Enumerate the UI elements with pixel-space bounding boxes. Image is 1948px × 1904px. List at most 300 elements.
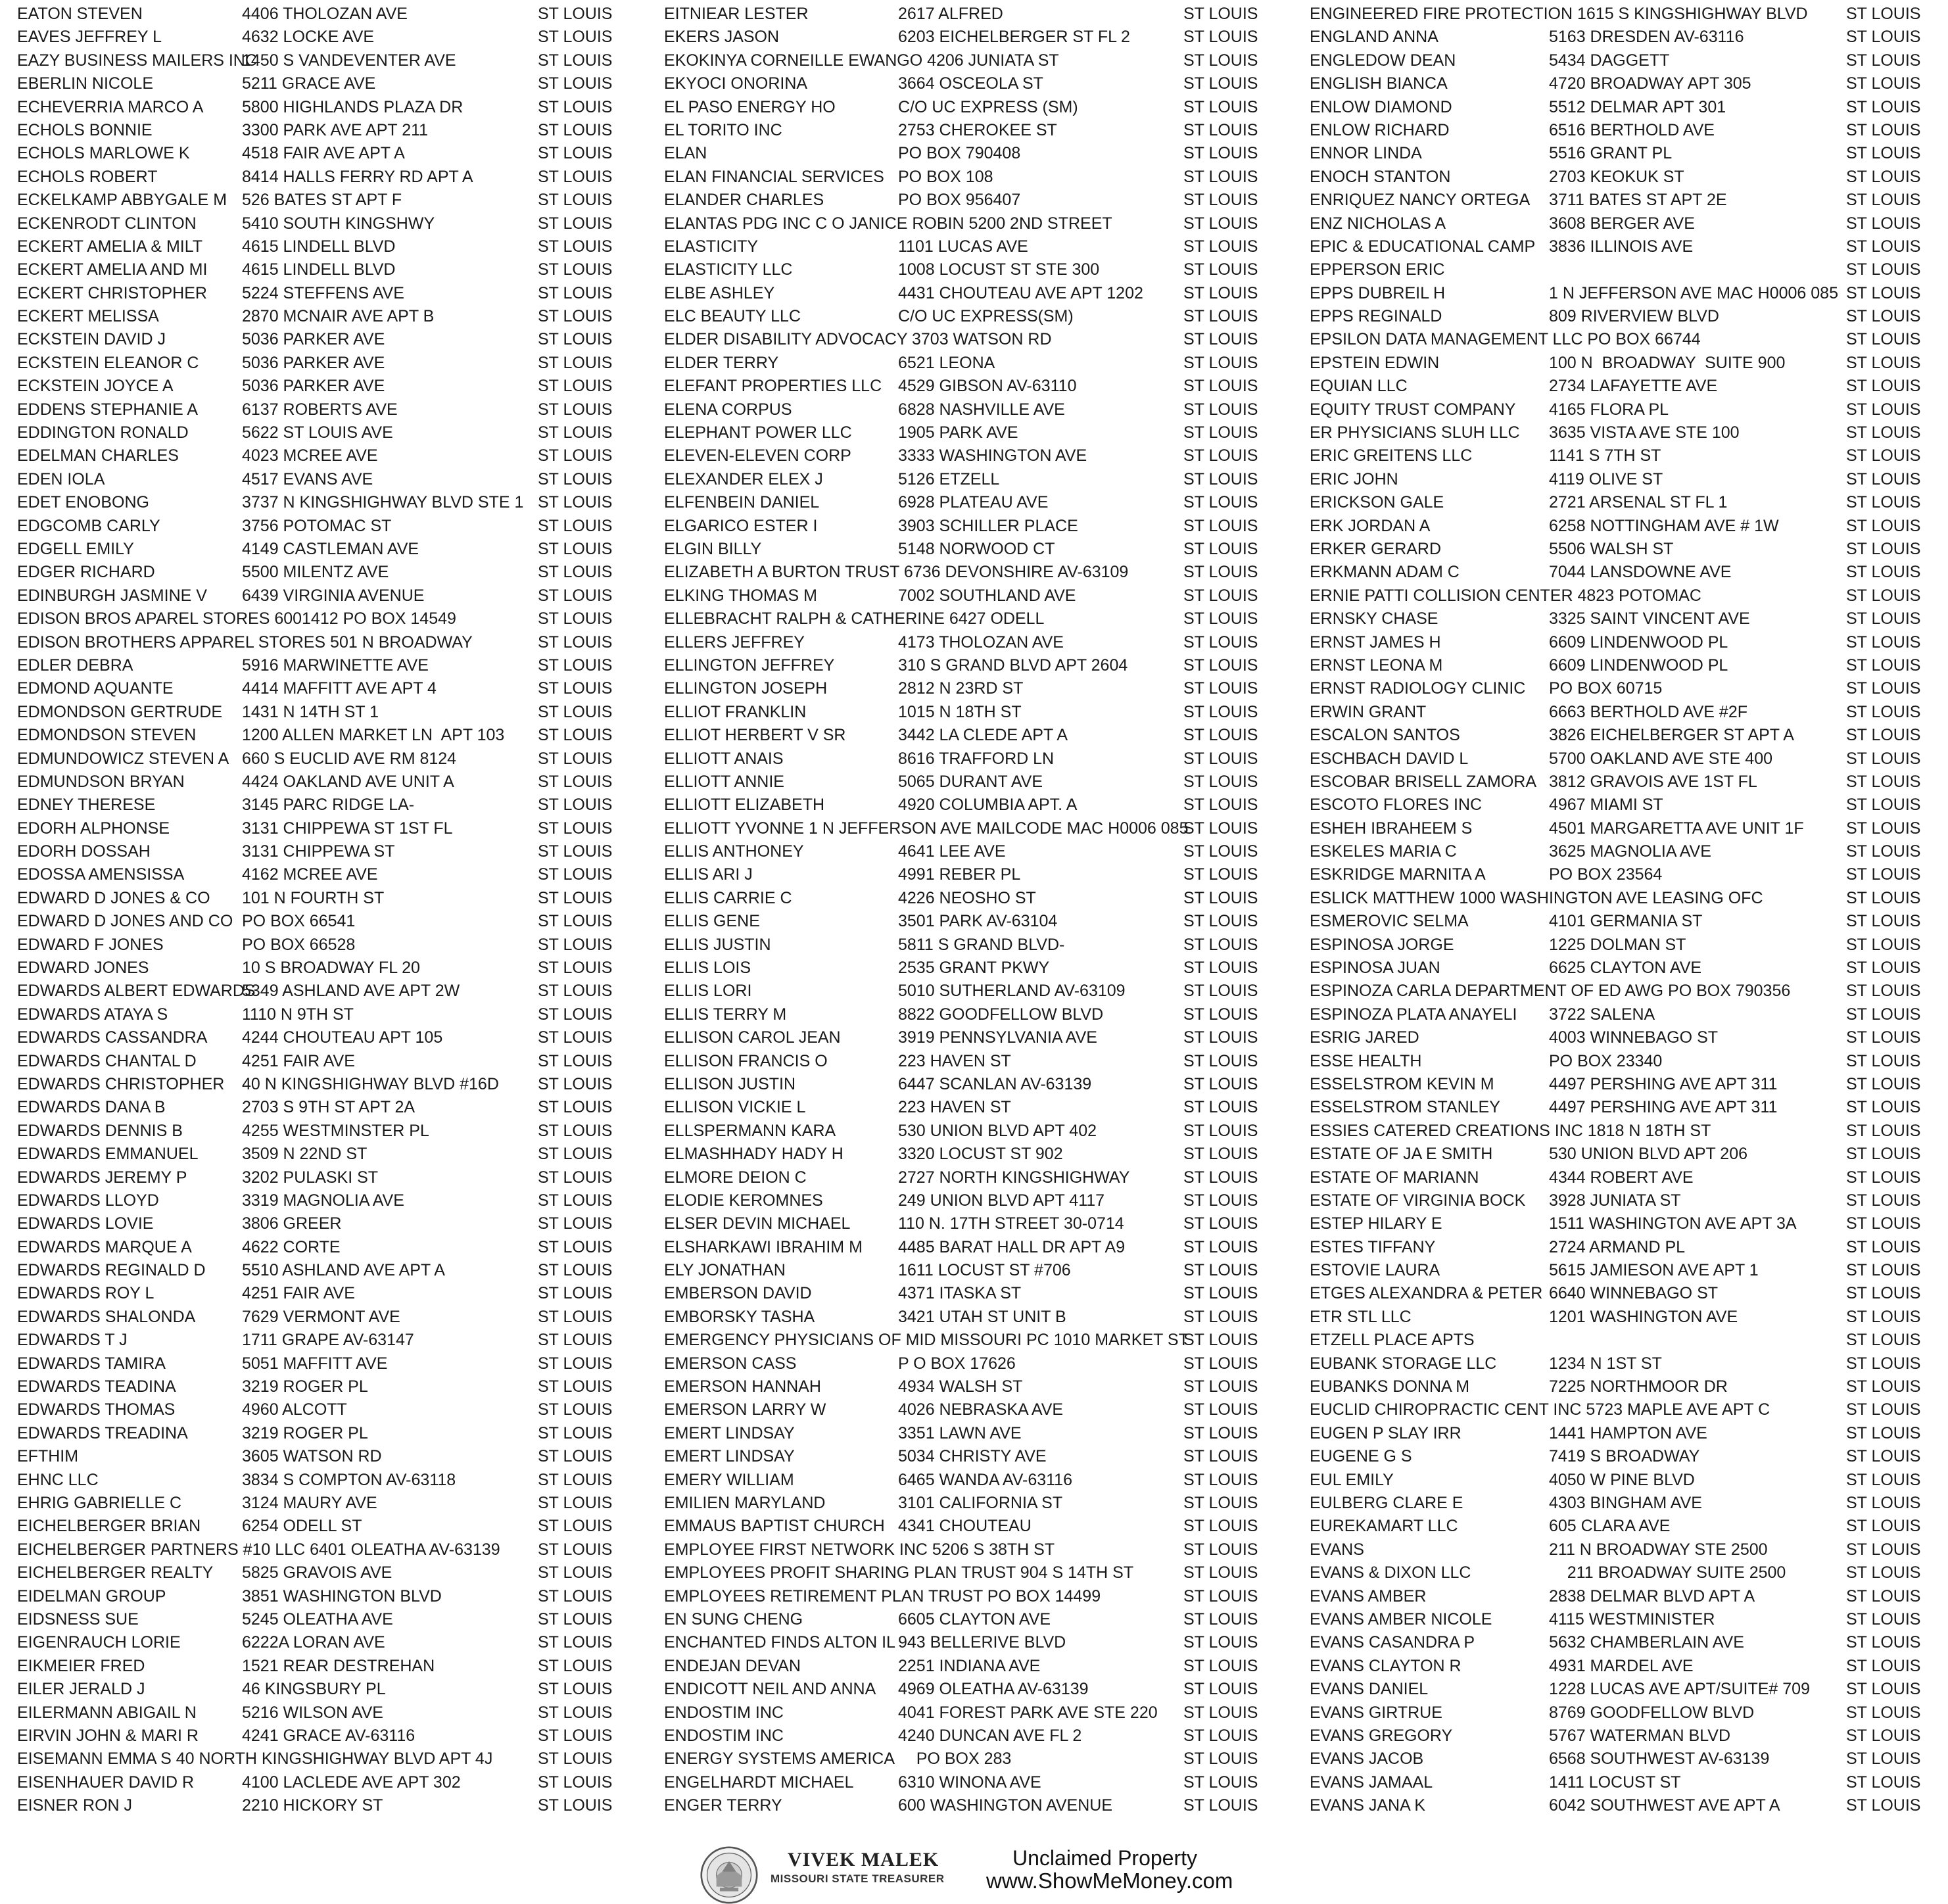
owner-name: EILERMANN ABIGAIL N <box>17 1703 197 1722</box>
owner-name: ECKSTEIN ELEANOR C <box>17 353 199 372</box>
list-item <box>664 1306 1275 1329</box>
owner-city: ST LOUIS <box>1846 423 1921 442</box>
owner-address: 6828 NASHVILLE AVE <box>898 400 1065 419</box>
owner-city: ST LOUIS <box>1183 1261 1258 1280</box>
list-item <box>664 748 1275 771</box>
owner-name: EDWARDS TAMIRA <box>17 1354 166 1373</box>
owner-city: ST LOUIS <box>1846 796 1921 815</box>
list-item <box>664 1748 1275 1771</box>
list-item <box>1310 305 1938 328</box>
owner-address: 3501 PARK AV-63104 <box>898 912 1058 931</box>
owner-city: ST LOUIS <box>1846 1680 1921 1699</box>
owner-name: EDWARDS JEREMY P <box>17 1168 187 1187</box>
owner-city: ST LOUIS <box>1846 1284 1921 1303</box>
owner-address: 4100 LACLEDE AVE APT 302 <box>242 1773 461 1792</box>
list-item <box>17 375 630 398</box>
owner-city: ST LOUIS <box>538 1074 613 1093</box>
owner-name: EMERT LINDSAY <box>664 1423 795 1442</box>
owner-name: ELEXANDER ELEX J <box>664 469 823 488</box>
list-item <box>1310 1771 1938 1794</box>
owner-address: 4041 FOREST PARK AVE STE 220 <box>898 1703 1158 1722</box>
list-item <box>1310 1352 1938 1375</box>
owner-city: ST LOUIS <box>1183 888 1258 907</box>
owner-address: 6222A LORAN AVE <box>242 1633 385 1652</box>
owner-city: ST LOUIS <box>1846 51 1921 70</box>
list-item <box>664 1143 1275 1166</box>
list-item <box>17 212 630 235</box>
owner-city: ST LOUIS <box>538 28 613 47</box>
owner-city: ST LOUIS <box>1183 1214 1258 1233</box>
list-item <box>17 1422 630 1445</box>
owner-name: ELBE ASHLEY <box>664 283 775 302</box>
owner-name: ERNST JAMES H <box>1310 632 1441 652</box>
owner-name: ERIC GREITENS LLC <box>1310 446 1473 465</box>
owner-name: ELLINGTON JEFFREY <box>664 655 835 675</box>
owner-name: ENGELHARDT MICHAEL <box>664 1773 854 1792</box>
owner-city: ST LOUIS <box>538 51 613 70</box>
list-item <box>17 1073 630 1096</box>
owner-city: ST LOUIS <box>538 1168 613 1187</box>
list-item <box>17 1538 630 1561</box>
list-item <box>17 305 630 328</box>
owner-address: 5051 MAFFITT AVE <box>242 1354 388 1373</box>
owner-address: 4641 LEE AVE <box>898 842 1006 861</box>
list-item <box>1310 166 1938 189</box>
list-item <box>17 1678 630 1701</box>
list-item <box>664 235 1275 258</box>
owner-city: ST LOUIS <box>1846 1726 1921 1745</box>
list-item <box>1310 96 1938 119</box>
owner-address: 3202 PULASKI ST <box>242 1168 379 1187</box>
owner-city: ST LOUIS <box>1846 144 1921 163</box>
owner-name: EUGENE G S <box>1310 1447 1412 1466</box>
owner-city: ST LOUIS <box>538 400 613 419</box>
owner-address: 1511 WASHINGTON AVE APT 3A <box>1549 1214 1797 1233</box>
list-item <box>664 863 1275 886</box>
owner-city: ST LOUIS <box>1846 377 1921 396</box>
owner-address: 5211 GRACE AVE <box>242 74 376 93</box>
owner-address: 1200 ALLEN MARKET LN APT 103 <box>242 726 505 745</box>
list-item <box>17 1585 630 1608</box>
owner-city: ST LOUIS <box>1183 912 1258 931</box>
owner-city: ST LOUIS <box>1846 167 1921 186</box>
owner-address: 6137 ROBERTS AVE <box>242 400 398 419</box>
owner-city: ST LOUIS <box>1846 214 1921 233</box>
owner-address: 5811 S GRAND BLVD- <box>898 935 1065 954</box>
owner-city: ST LOUIS <box>1846 935 1921 954</box>
owner-address: 3333 WASHINGTON AVE <box>898 446 1087 465</box>
owner-address: 5036 PARKER AVE <box>242 330 385 349</box>
owner-city: ST LOUIS <box>1183 1121 1258 1140</box>
list-item <box>1310 607 1938 631</box>
list-item <box>17 1561 630 1584</box>
owner-name: ECKERT MELISSA <box>17 307 159 326</box>
owner-address: 4414 MAFFITT AVE APT 4 <box>242 679 437 698</box>
owner-name: ETZELL PLACE APTS <box>1310 1331 1475 1350</box>
owner-address: 110 N. 17TH STREET 30-0714 <box>898 1214 1124 1233</box>
owner-address: PO BOX 66528 <box>242 935 356 954</box>
owner-city: ST LOUIS <box>538 1121 613 1140</box>
owner-name: ELLIOTT YVONNE 1 N JEFFERSON AVE MAILCODE MAC H0006 085 <box>664 819 1189 838</box>
owner-city: ST LOUIS <box>1846 1331 1921 1350</box>
owner-address: 1225 DOLMAN ST <box>1549 935 1686 954</box>
list-item <box>664 724 1275 747</box>
owner-address: 526 BATES ST APT F <box>242 191 402 210</box>
owner-address: 5800 HIGHLANDS PLAZA DR <box>242 97 463 116</box>
list-item <box>1310 1585 1938 1608</box>
owner-name: EUL EMILY <box>1310 1470 1394 1489</box>
owner-address: 8822 GOODFELLOW BLVD <box>898 1005 1104 1024</box>
list-item <box>17 1050 630 1073</box>
owner-address: 2210 HICKORY ST <box>242 1796 383 1815</box>
list-item <box>1310 1282 1938 1305</box>
owner-address: 4632 LOCKE AVE <box>242 28 375 47</box>
owner-address: 3635 VISTA AVE STE 100 <box>1549 423 1740 442</box>
owner-name: ERICKSON GALE <box>1310 493 1444 512</box>
list-item <box>664 1375 1275 1398</box>
list-item <box>17 1096 630 1119</box>
owner-address: 3442 LA CLEDE APT A <box>898 726 1068 745</box>
owner-city: ST LOUIS <box>1183 493 1258 512</box>
list-item <box>1310 817 1938 840</box>
owner-address: 3625 MAGNOLIA AVE <box>1549 842 1711 861</box>
list-item <box>17 166 630 189</box>
owner-address: 600 WASHINGTON AVENUE <box>898 1796 1113 1815</box>
owner-name: ESPINOSA JORGE <box>1310 935 1454 954</box>
owner-name: EMPLOYEES RETIREMENT PLAN TRUST PO BOX 14499 <box>664 1586 1101 1606</box>
owner-address: 5126 ETZELL <box>898 469 1000 488</box>
list-item <box>1310 748 1938 771</box>
owner-name: ERNIE PATTI COLLISION CENTER 4823 POTOMAC <box>1310 586 1701 605</box>
owner-city: ST LOUIS <box>1183 1494 1258 1512</box>
owner-city: ST LOUIS <box>1183 1749 1258 1769</box>
owner-address: 4485 BARAT HALL DR APT A9 <box>898 1237 1126 1256</box>
list-item <box>664 398 1275 421</box>
owner-name: ESPINOZA PLATA ANAYELI <box>1310 1005 1517 1024</box>
list-item <box>1310 1655 1938 1678</box>
owner-city: ST LOUIS <box>1183 749 1258 768</box>
owner-name: ERNST LEONA M <box>1310 655 1443 675</box>
owner-name: ELODIE KEROMNES <box>664 1191 823 1210</box>
owner-name: EQUITY TRUST COMPANY <box>1310 400 1516 419</box>
list-item <box>1310 1469 1938 1492</box>
list-item <box>664 421 1275 444</box>
owner-city: ST LOUIS <box>1846 912 1921 931</box>
owner-name: ENDOSTIM INC <box>664 1726 784 1745</box>
listing-column-3 <box>1310 3 1938 1817</box>
owner-name: EPSTEIN EDWIN <box>1310 353 1440 372</box>
owner-city: ST LOUIS <box>1846 330 1921 349</box>
owner-address: 2703 S 9TH ST APT 2A <box>242 1098 416 1117</box>
owner-address: 1141 S 7TH ST <box>1549 446 1661 465</box>
owner-city: ST LOUIS <box>1183 1307 1258 1326</box>
owner-name: EVANS & DIXON LLC <box>1310 1563 1471 1583</box>
owner-city: ST LOUIS <box>1183 1168 1258 1187</box>
owner-address: 310 S GRAND BLVD APT 2604 <box>898 655 1128 675</box>
owner-address: 211 N BROADWAY STE 2500 <box>1549 1540 1768 1559</box>
owner-name: ESTATE OF JA E SMITH <box>1310 1145 1493 1164</box>
owner-city: ST LOUIS <box>538 1214 613 1233</box>
list-item <box>17 421 630 444</box>
owner-address: 3919 PENNSYLVANIA AVE <box>898 1028 1097 1047</box>
owner-city: ST LOUIS <box>1183 1680 1258 1699</box>
owner-address: 6625 CLAYTON AVE <box>1549 959 1702 978</box>
owner-address: 1905 PARK AVE <box>898 423 1018 442</box>
program-url: www.ShowMeMoney.com <box>986 1868 1233 1893</box>
owner-name: EDDINGTON RONALD <box>17 423 189 442</box>
owner-city: ST LOUIS <box>1183 1656 1258 1675</box>
list-item <box>664 1096 1275 1119</box>
owner-name: EMPLOYEES PROFIT SHARING PLAN TRUST 904 S 14TH ST <box>664 1563 1134 1583</box>
footer <box>0 1834 1948 1902</box>
owner-city: ST LOUIS <box>1846 679 1921 698</box>
owner-address: 4371 ITASKA ST <box>898 1284 1022 1303</box>
list-item <box>664 375 1275 398</box>
owner-address: 4251 FAIR AVE <box>242 1284 355 1303</box>
list-item <box>17 398 630 421</box>
owner-name: ESLICK MATTHEW 1000 WASHINGTON AVE LEASING OFC <box>1310 888 1763 907</box>
owner-address: 7419 S BROADWAY <box>1549 1447 1700 1466</box>
owner-city: ST LOUIS <box>1846 749 1921 768</box>
owner-address: 4149 CASTLEMAN AVE <box>242 539 419 558</box>
owner-address: 6663 BERTHOLD AVE #2F <box>1549 702 1748 721</box>
owner-city: ST LOUIS <box>538 1331 613 1350</box>
owner-name: EMILIEN MARYLAND <box>664 1494 826 1512</box>
list-item <box>17 1608 630 1631</box>
owner-city: ST LOUIS <box>538 307 613 326</box>
owner-city: ST LOUIS <box>1846 237 1921 256</box>
owner-city: ST LOUIS <box>1183 5 1258 23</box>
list-item <box>1310 1398 1938 1421</box>
owner-name: ESCOTO FLORES INC <box>1310 796 1483 815</box>
owner-name: ECHEVERRIA MARCO A <box>17 97 204 116</box>
owner-city: ST LOUIS <box>538 191 613 210</box>
owner-name: ELKING THOMAS M <box>664 586 817 605</box>
owner-address: 7044 LANSDOWNE AVE <box>1549 563 1732 582</box>
owner-city: ST LOUIS <box>1183 214 1258 233</box>
owner-city: ST LOUIS <box>1183 191 1258 210</box>
owner-name: EVANS AMBER NICOLE <box>1310 1609 1492 1629</box>
owner-city: ST LOUIS <box>1183 237 1258 256</box>
owner-name: ELLISON JUSTIN <box>664 1074 796 1093</box>
owner-name: EDWARD D JONES & CO <box>17 888 210 907</box>
owner-name: ESTATE OF MARIANN <box>1310 1168 1479 1187</box>
owner-name: ELLIOT FRANKLIN <box>664 702 807 721</box>
list-item <box>1310 701 1938 724</box>
list-item <box>17 1282 630 1305</box>
owner-name: ESMEROVIC SELMA <box>1310 912 1469 931</box>
owner-city: ST LOUIS <box>538 1609 613 1629</box>
owner-name: EVANS CASANDRA P <box>1310 1633 1475 1652</box>
owner-name: ENRIQUEZ NANCY ORTEGA <box>1310 191 1531 210</box>
owner-city: ST LOUIS <box>538 842 613 861</box>
owner-city: ST LOUIS <box>1183 167 1258 186</box>
owner-name: EDWARDS LLOYD <box>17 1191 159 1210</box>
owner-name: EKOKINYA CORNEILLE EWANGO 4206 JUNIATA ST <box>664 51 1059 70</box>
owner-name: EDMOND AQUANTE <box>17 679 174 698</box>
owner-city: ST LOUIS <box>1846 539 1921 558</box>
list-item <box>17 771 630 794</box>
owner-city: ST LOUIS <box>1183 1796 1258 1815</box>
owner-city: ST LOUIS <box>538 1005 613 1024</box>
owner-address: 1711 GRAPE AV-63147 <box>242 1331 414 1350</box>
owner-address: 4969 OLEATHA AV-63139 <box>898 1680 1089 1699</box>
list-item <box>1310 1026 1938 1049</box>
owner-name: ELSHARKAWI IBRAHIM M <box>664 1237 863 1256</box>
owner-name: ER PHYSICIANS SLUH LLC <box>1310 423 1520 442</box>
list-item <box>17 352 630 375</box>
owner-city: ST LOUIS <box>1183 1331 1258 1350</box>
owner-city: ST LOUIS <box>1183 446 1258 465</box>
owner-name: ECKENRODT CLINTON <box>17 214 197 233</box>
owner-city: ST LOUIS <box>1846 1656 1921 1675</box>
list-item <box>17 1375 630 1398</box>
list-item <box>17 934 630 957</box>
owner-address: 8769 GOODFELLOW BLVD <box>1549 1703 1755 1722</box>
owner-city: ST LOUIS <box>538 1447 613 1466</box>
owner-name: ESPINOSA JUAN <box>1310 959 1440 978</box>
owner-city: ST LOUIS <box>538 726 613 745</box>
owner-name: EVANS GREGORY <box>1310 1726 1453 1745</box>
owner-address: 3851 WASHINGTON BLVD <box>242 1586 442 1606</box>
owner-name: EDWARDS CASSANDRA <box>17 1028 208 1047</box>
owner-city: ST LOUIS <box>1846 516 1921 535</box>
owner-address: 3812 GRAVOIS AVE 1ST FL <box>1549 772 1757 791</box>
list-item <box>17 607 630 631</box>
owner-address: 3608 BERGER AVE <box>1549 214 1695 233</box>
owner-address: 3320 LOCUST ST 902 <box>898 1145 1063 1164</box>
list-item <box>664 584 1275 607</box>
owner-address: 5916 MARWINETTE AVE <box>242 655 429 675</box>
owner-name: ELC BEAUTY LLC <box>664 307 801 326</box>
owner-name: ELEVEN-ELEVEN CORP <box>664 446 851 465</box>
list-item <box>17 1655 630 1678</box>
owner-city: ST LOUIS <box>1846 400 1921 419</box>
treasurer-name: VIVEK MALEK <box>788 1849 939 1870</box>
list-item <box>17 1189 630 1212</box>
owner-address: 6439 VIRGINIA AVENUE <box>242 586 425 605</box>
owner-name: ESSELSTROM KEVIN M <box>1310 1074 1494 1093</box>
list-item <box>17 328 630 351</box>
owner-address: 3319 MAGNOLIA AVE <box>242 1191 404 1210</box>
owner-name: ELIZABETH A BURTON TRUST 6736 DEVONSHIRE AV-63109 <box>664 563 1129 582</box>
owner-address: 3101 CALIFORNIA ST <box>898 1494 1063 1512</box>
owner-city: ST LOUIS <box>538 702 613 721</box>
owner-city: ST LOUIS <box>538 563 613 582</box>
owner-address: 6203 EICHELBERGER ST FL 2 <box>898 28 1130 47</box>
list-item <box>664 1492 1275 1515</box>
owner-address: 2703 KEOKUK ST <box>1549 167 1684 186</box>
owner-city: ST LOUIS <box>1846 1005 1921 1024</box>
owner-city: ST LOUIS <box>1183 1726 1258 1745</box>
owner-name: ELMASHHADY HADY H <box>664 1145 843 1164</box>
owner-address: 1450 S VANDEVENTER AVE <box>242 51 456 70</box>
owner-address: 3605 WATSON RD <box>242 1447 382 1466</box>
list-item <box>17 491 630 514</box>
owner-name: EDEN IOLA <box>17 469 105 488</box>
owner-address: 6609 LINDENWOOD PL <box>1549 655 1728 675</box>
owner-city: ST LOUIS <box>1183 97 1258 116</box>
owner-address: 3131 CHIPPEWA ST <box>242 842 395 861</box>
list-item <box>1310 631 1938 654</box>
owner-address: 4991 REBER PL <box>898 865 1021 884</box>
list-item <box>17 1702 630 1725</box>
owner-city: ST LOUIS <box>1846 1121 1921 1140</box>
list-item <box>17 538 630 561</box>
owner-address: 4920 COLUMBIA APT. A <box>898 796 1078 815</box>
owner-name: ELLISON FRANCIS O <box>664 1051 828 1070</box>
list-item <box>1310 1631 1938 1654</box>
owner-address: 5034 CHRISTY AVE <box>898 1447 1047 1466</box>
owner-city: ST LOUIS <box>1183 563 1258 582</box>
owner-address: 4115 WESTMINISTER <box>1549 1609 1715 1629</box>
owner-name: EDGCOMB CARLY <box>17 516 160 535</box>
owner-name: ELDER DISABILITY ADVOCACY 3703 WATSON RD <box>664 330 1052 349</box>
owner-address: 5632 CHAMBERLAIN AVE <box>1549 1633 1744 1652</box>
list-item <box>1310 1329 1938 1352</box>
owner-address: 101 N FOURTH ST <box>242 888 385 907</box>
owner-name: ERKMANN ADAM C <box>1310 563 1460 582</box>
list-item <box>17 654 630 677</box>
owner-city: ST LOUIS <box>538 97 613 116</box>
owner-address: 4026 NEBRASKA AVE <box>898 1400 1064 1419</box>
owner-name: ECKERT CHRISTOPHER <box>17 283 207 302</box>
list-item <box>17 701 630 724</box>
owner-city: ST LOUIS <box>1183 1051 1258 1070</box>
owner-name: EMERSON CASS <box>664 1354 797 1373</box>
owner-city: ST LOUIS <box>1846 819 1921 838</box>
owner-address: 2535 GRANT PKWY <box>898 959 1050 978</box>
list-item <box>664 1771 1275 1794</box>
owner-name: ESSELSTROM STANLEY <box>1310 1098 1500 1117</box>
owner-city: ST LOUIS <box>1846 74 1921 93</box>
owner-name: ELLIS JUSTIN <box>664 935 771 954</box>
owner-city: ST LOUIS <box>1183 377 1258 396</box>
list-item <box>664 1003 1275 1026</box>
owner-name: EIKMEIER FRED <box>17 1656 145 1675</box>
owner-address: 5010 SUTHERLAND AV-63109 <box>898 982 1126 1001</box>
owner-name: EQUIAN LLC <box>1310 377 1408 396</box>
owner-name: ELLIS LOIS <box>664 959 751 978</box>
owner-city: ST LOUIS <box>538 516 613 535</box>
list-item <box>17 1259 630 1282</box>
list-item <box>17 444 630 467</box>
owner-address: 1234 N 1ST ST <box>1549 1354 1662 1373</box>
list-item <box>17 119 630 142</box>
owner-name: EHNC LLC <box>17 1470 99 1489</box>
owner-name: EVANS JAMAAL <box>1310 1773 1433 1792</box>
owner-address: 3325 SAINT VINCENT AVE <box>1549 609 1750 629</box>
owner-address: 5622 ST LOUIS AVE <box>242 423 393 442</box>
owner-address: PO BOX 23340 <box>1549 1051 1663 1070</box>
owner-city: ST LOUIS <box>1183 1028 1258 1047</box>
owner-name: ELLIOTT ANNIE <box>664 772 784 791</box>
owner-city: ST LOUIS <box>1183 726 1258 745</box>
owner-city: ST LOUIS <box>1846 307 1921 326</box>
owner-name: ESTES TIFFANY <box>1310 1237 1436 1256</box>
list-item <box>17 1492 630 1515</box>
list-item <box>664 96 1275 119</box>
owner-address: 3300 PARK AVE APT 211 <box>242 120 429 139</box>
list-item <box>1310 1259 1938 1282</box>
owner-name: EMMAUS BAPTIST CHURCH <box>664 1517 885 1536</box>
owner-address: 4162 MCREE AVE <box>242 865 378 884</box>
owner-city: ST LOUIS <box>538 1098 613 1117</box>
owner-name: ERWIN GRANT <box>1310 702 1427 721</box>
list-item <box>1310 142 1938 165</box>
owner-city: ST LOUIS <box>1183 1400 1258 1419</box>
owner-address: 4615 LINDELL BLVD <box>242 260 396 279</box>
